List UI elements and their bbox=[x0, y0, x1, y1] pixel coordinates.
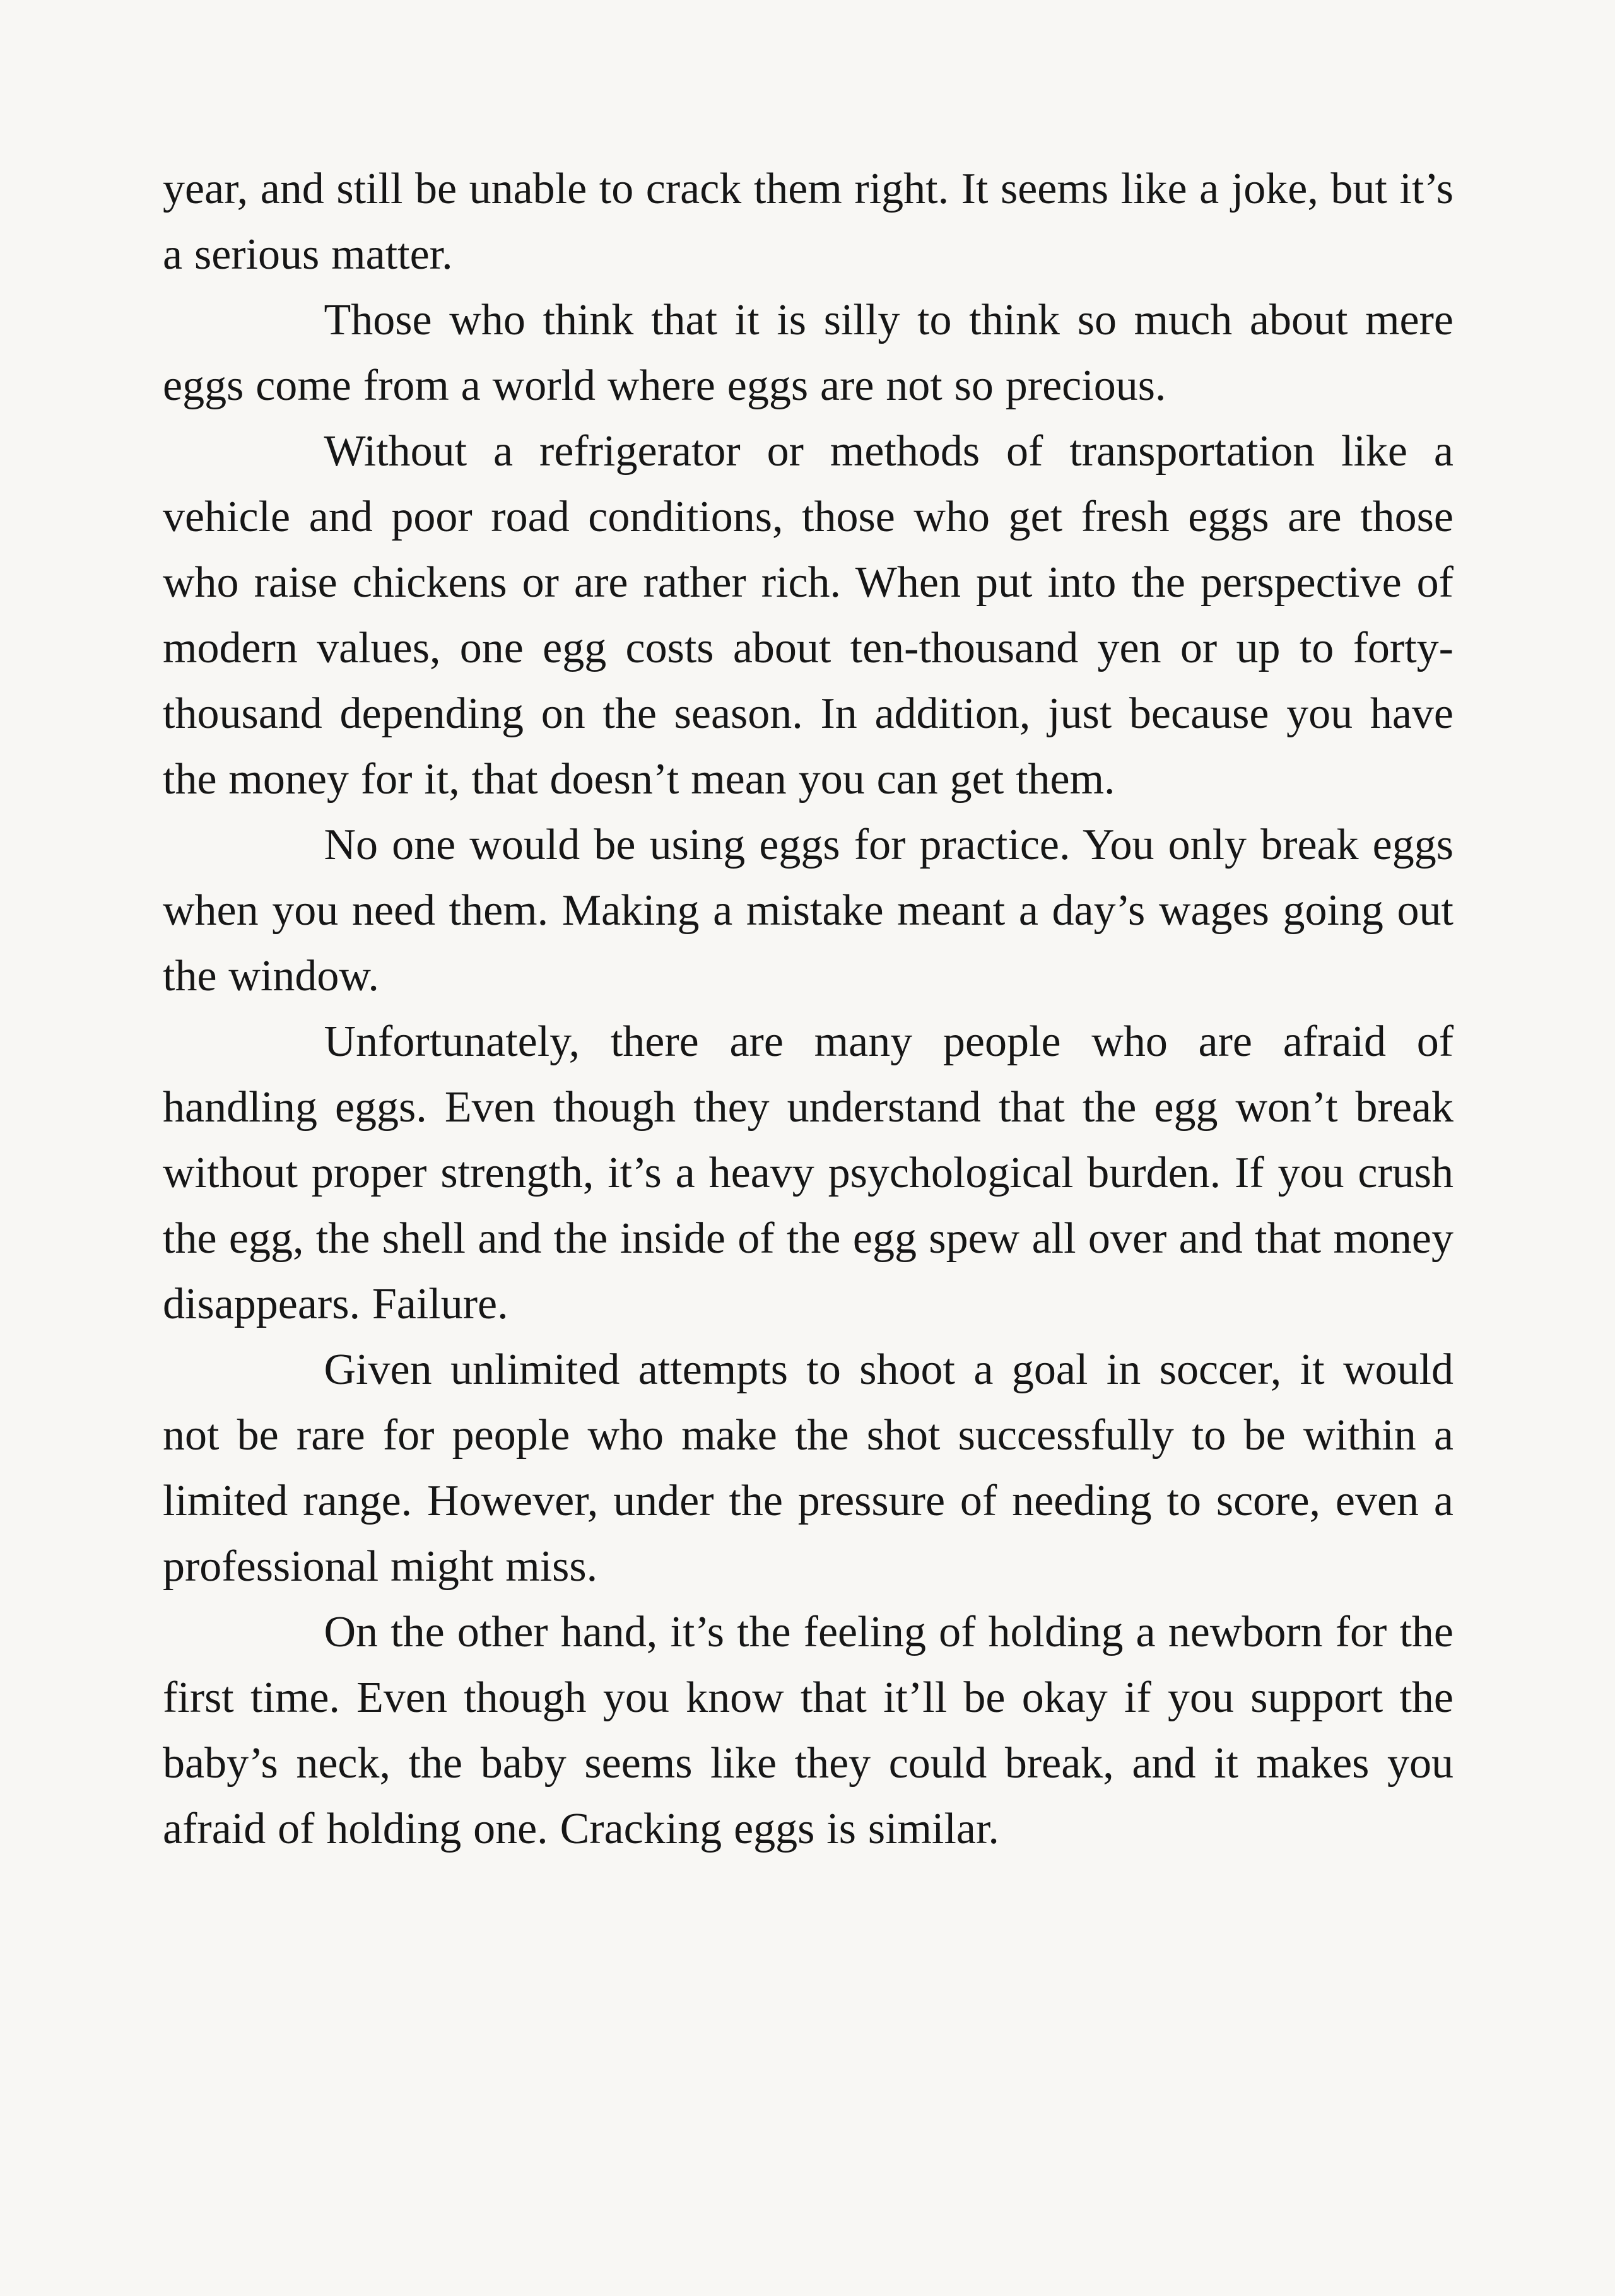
body-text bbox=[163, 156, 1454, 1862]
paragraph: On the other hand, it’s the feeling of holding a newborn for the first time. Even though you know that it’ll be okay if you support the baby’s neck, the baby seems like they could break, and it makes you afraid of holding one. Cracking eggs is similar. bbox=[163, 1608, 1454, 1853]
paragraph: Those who think that it is silly to think so much about mere eggs come from a world where eggs are not so precious. bbox=[163, 296, 1454, 410]
paragraph: year, and still be unable to crack them right. It seems like a joke, but it’s a serious matter. bbox=[163, 165, 1454, 279]
paragraph: No one would be using eggs for practice. You only break eggs when you need them. Making a mistake meant a day’s wages going out the window. bbox=[163, 821, 1454, 1000]
book-page bbox=[163, 156, 1454, 1862]
paragraph: Given unlimited attempts to shoot a goal in soccer, it would not be rare for people who make the shot successfully to be within a limited range. However, under the pressure of needing to score, even a professional might miss. bbox=[163, 1345, 1454, 1591]
paragraph: Unfortunately, there are many people who are afraid of handling eggs. Even though they understand that the egg won’t break without proper strength, it’s a heavy psychological burden. If you crush the egg, the shell and the inside of the egg spew all over and that money disappears. Failure. bbox=[163, 1017, 1454, 1328]
paragraph: Without a refrigerator or methods of transportation like a vehicle and poor road conditions, those who get fresh eggs are those who raise chickens or are rather rich. When put into the perspective of modern values, one egg costs about ten-thousand yen or up to forty-thousand depending on the season. In addition, just because you have the money for it, that doesn’t mean you can get them. bbox=[163, 427, 1454, 804]
